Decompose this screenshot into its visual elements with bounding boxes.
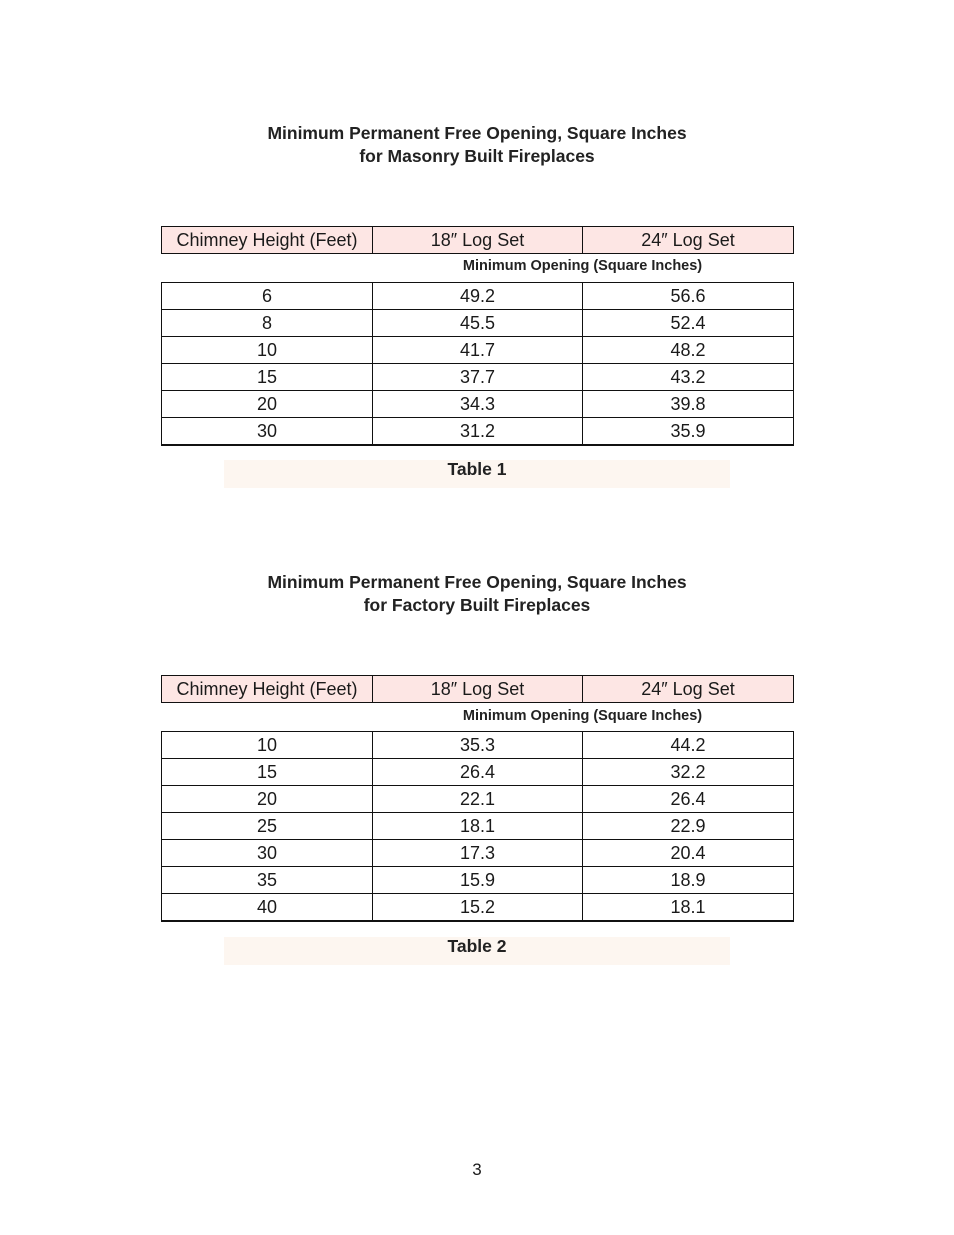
table-row xyxy=(162,759,794,786)
table-cell: 35 xyxy=(162,867,373,894)
table-cell: 15.2 xyxy=(373,894,583,922)
table-cell: 30 xyxy=(162,840,373,867)
table1-subheader: Minimum Opening (Square Inches) xyxy=(462,258,703,274)
table-cell: 40 xyxy=(162,894,373,922)
table1-header-chimney-height: Chimney Height (Feet) xyxy=(162,227,373,254)
table2-header-24-log-set: 24″ Log Set xyxy=(583,676,794,703)
table2-subheader: Minimum Opening (Square Inches) xyxy=(462,708,703,724)
table1-header-18-log-set: 18″ Log Set xyxy=(373,227,583,254)
table-cell: 6 xyxy=(162,283,373,310)
table1-title-line2: for Masonry Built Fireplaces xyxy=(359,146,595,166)
table2-header xyxy=(161,675,794,703)
table-cell: 15 xyxy=(162,364,373,391)
table-cell: 35.9 xyxy=(583,418,794,446)
table-cell: 20 xyxy=(162,391,373,418)
table-row xyxy=(162,283,794,310)
table-row xyxy=(162,813,794,840)
table2-header-chimney-height: Chimney Height (Feet) xyxy=(162,676,373,703)
table-row xyxy=(162,418,794,446)
table-row xyxy=(162,732,794,759)
table-row xyxy=(162,337,794,364)
table-cell: 49.2 xyxy=(373,283,583,310)
table-cell: 44.2 xyxy=(583,732,794,759)
table-cell: 17.3 xyxy=(373,840,583,867)
table-cell: 45.5 xyxy=(373,310,583,337)
table-cell: 37.7 xyxy=(373,364,583,391)
table-cell: 41.7 xyxy=(373,337,583,364)
table1-header-24-log-set: 24″ Log Set xyxy=(583,227,794,254)
table-cell: 20.4 xyxy=(583,840,794,867)
table-cell: 18.1 xyxy=(373,813,583,840)
table-cell: 26.4 xyxy=(583,786,794,813)
table-cell: 34.3 xyxy=(373,391,583,418)
table-cell: 18.9 xyxy=(583,867,794,894)
table-cell: 31.2 xyxy=(373,418,583,446)
table-cell: 32.2 xyxy=(583,759,794,786)
table1-caption: Table 1 xyxy=(224,460,730,488)
table-row xyxy=(162,391,794,418)
table-row xyxy=(162,840,794,867)
table2-body xyxy=(161,731,794,922)
table1-body xyxy=(161,282,794,446)
table2-title xyxy=(0,571,954,617)
table-row xyxy=(162,364,794,391)
table1-title xyxy=(0,122,954,168)
table-cell: 52.4 xyxy=(583,310,794,337)
table-cell: 20 xyxy=(162,786,373,813)
table-cell: 15 xyxy=(162,759,373,786)
table-cell: 22.1 xyxy=(373,786,583,813)
table-row xyxy=(162,786,794,813)
table-cell: 15.9 xyxy=(373,867,583,894)
table-cell: 26.4 xyxy=(373,759,583,786)
table-cell: 18.1 xyxy=(583,894,794,922)
table-cell: 22.9 xyxy=(583,813,794,840)
table-cell: 10 xyxy=(162,732,373,759)
table-cell: 8 xyxy=(162,310,373,337)
table-cell: 48.2 xyxy=(583,337,794,364)
table-cell: 10 xyxy=(162,337,373,364)
table-cell: 35.3 xyxy=(373,732,583,759)
table1-title-line1: Minimum Permanent Free Opening, Square Inches xyxy=(267,123,687,143)
table-cell: 56.6 xyxy=(583,283,794,310)
table-row xyxy=(162,310,794,337)
table-row xyxy=(162,867,794,894)
table2-title-line2: for Factory Built Fireplaces xyxy=(363,595,591,615)
table2-header-18-log-set: 18″ Log Set xyxy=(373,676,583,703)
table1-header xyxy=(161,226,794,254)
table-cell: 30 xyxy=(162,418,373,446)
table-row xyxy=(162,894,794,922)
table2-title-line1: Minimum Permanent Free Opening, Square Inches xyxy=(267,572,687,592)
table-cell: 43.2 xyxy=(583,364,794,391)
table-cell: 39.8 xyxy=(583,391,794,418)
page-number: 3 xyxy=(472,1160,482,1179)
table-cell: 25 xyxy=(162,813,373,840)
table2-caption: Table 2 xyxy=(224,937,730,965)
